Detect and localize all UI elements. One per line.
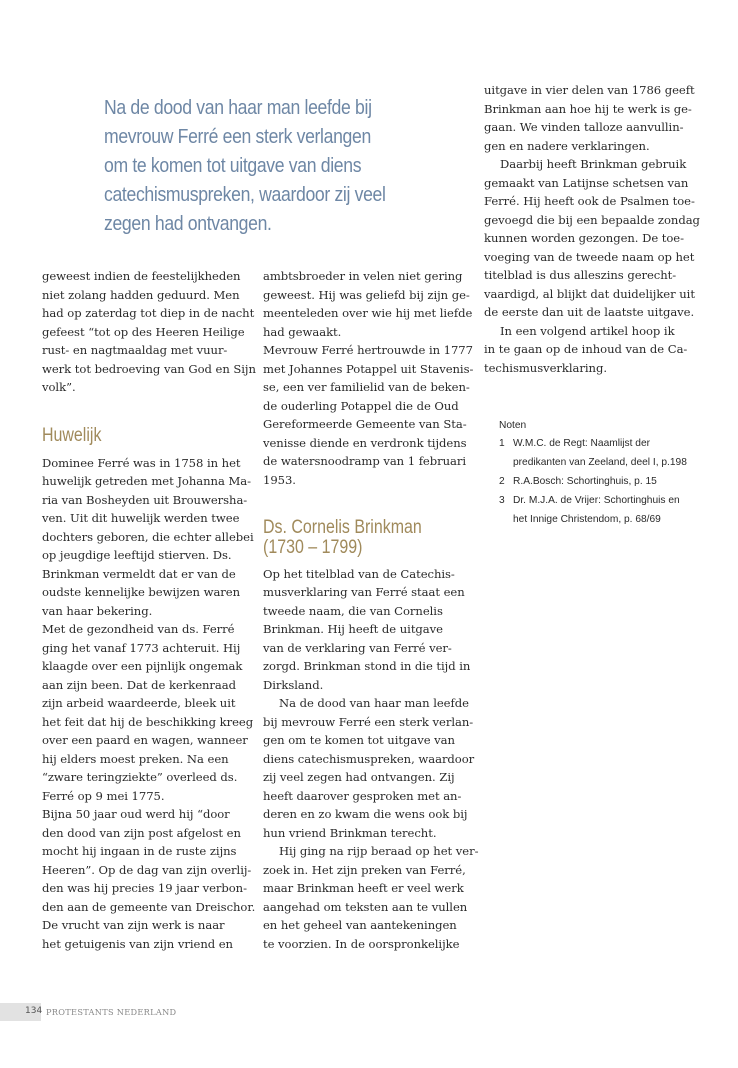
body-line: zoek in. Het zijn preken van Ferré,	[263, 863, 466, 877]
body-line: Daarbij heeft Brinkman gebruik	[500, 157, 687, 171]
body-line: gemaakt van Latijnse schetsen van	[484, 176, 689, 190]
body-line: gevoegd die bij een bepaalde zondag	[484, 213, 700, 227]
body-line: zorgd. Brinkman stond in die tijd in	[263, 659, 471, 673]
body-line: Hij ging na rijp beraad op het ver-	[279, 844, 479, 858]
section-heading-brinkman: Ds. Cornelis Brinkman	[263, 517, 422, 538]
note-text: R.A.Bosch: Schortinghuis, p. 15	[513, 476, 657, 487]
body-line: klaagde over een pijnlijk ongemak	[42, 659, 243, 673]
body-line: de eerste dan uit de laatste uitgave.	[484, 305, 695, 319]
body-line: het feit dat hij de beschikking kreeg	[42, 715, 254, 729]
body-line: Na de dood van haar man leefde	[279, 696, 469, 710]
body-line: Ferré. Hij heeft ook de Psalmen toe-	[484, 194, 695, 208]
body-line: Heeren”. Op de dag van zijn overlij-	[42, 863, 252, 877]
pull-quote	[104, 93, 388, 238]
section-heading-huwelijk: Huwelijk	[42, 425, 102, 446]
publication-title: PROTESTANTS NEDERLAND	[46, 1007, 177, 1017]
body-line: in te gaan op de inhoud van de Ca-	[484, 342, 688, 356]
pull-quote-line: mevrouw Ferré een sterk verlangen	[104, 125, 371, 148]
body-line: zij veel zegen had ontvangen. Zij	[263, 770, 455, 784]
body-line: Dominee Ferré was in 1758 in het	[42, 456, 241, 470]
body-line: Brinkman aan hoe hij te werk is ge-	[484, 102, 692, 116]
body-line: titelblad is dus alleszins gerecht-	[484, 268, 677, 282]
body-line: Met de gezondheid van ds. Ferré	[42, 622, 235, 636]
body-line: den was hij precies 19 jaar verbon-	[42, 881, 247, 895]
body-line: van haar bekering.	[42, 604, 153, 618]
body-line: te voorzien. In de oorspronkelijke	[263, 937, 460, 951]
pull-quote-line: zegen had ontvangen.	[104, 212, 272, 235]
body-line: de watersnoodramp van 1 februari	[263, 454, 467, 468]
body-line: ria van Bosheyden uit Brouwersha-	[42, 493, 248, 507]
body-line: Brinkman vermeldt dat er van de	[42, 567, 236, 581]
body-line: Brinkman. Hij heeft de uitgave	[263, 622, 443, 636]
body-line: dochters geboren, die echter allebei	[42, 530, 254, 544]
body-line: meenteleden over wie hij met liefde	[263, 306, 473, 320]
body-line: voeging van de tweede naam op het	[484, 250, 695, 264]
body-line: Ferré op 9 mei 1775.	[42, 789, 165, 803]
body-line: het getuigenis van zijn vriend en	[42, 937, 233, 951]
page-number: 134	[25, 1006, 43, 1016]
body-line: huwelijk getreden met Johanna Ma-	[42, 474, 252, 488]
body-line: geweest indien de feestelijkheden	[42, 269, 241, 283]
body-line: aan zijn been. Dat de kerkenraad	[42, 678, 237, 692]
note-number: 1	[499, 438, 505, 449]
note-text: Dr. M.J.A. de Vrijer: Schortinghuis en	[513, 495, 680, 506]
body-line: ambtsbroeder in velen niet gering	[263, 269, 463, 283]
body-line: gen om te komen tot uitgave van	[263, 733, 455, 747]
body-line: geweest. Hij was geliefd bij zijn ge-	[263, 288, 470, 302]
note-text: W.M.C. de Regt: Naamlijst der	[513, 438, 651, 449]
body-line: over een paard en wagen, wanneer	[42, 733, 248, 747]
notes-title: Noten	[499, 420, 527, 431]
body-line: de ouderling Potappel die de Oud	[263, 399, 459, 413]
body-line: tweede naam, die van Cornelis	[263, 604, 443, 618]
body-line: volk”.	[42, 380, 76, 394]
body-line: oudste kennelijke bewijzen waren	[42, 585, 241, 599]
body-line: hun vriend Brinkman terecht.	[263, 826, 437, 840]
body-line: heeft daarover gesproken met an-	[263, 789, 462, 803]
body-line: ven. Uit dit huwelijk werden twee	[42, 511, 240, 525]
body-line: rust- en nagtmaaldag met vuur-	[42, 343, 228, 357]
body-line: zijn arbeid waardeerde, bleek uit	[42, 696, 236, 710]
body-line: Dirksland.	[263, 678, 324, 692]
note-number: 3	[499, 495, 505, 506]
body-line: Op het titelblad van de Catechis-	[263, 567, 455, 581]
body-line: bij mevrouw Ferré een sterk verlan-	[263, 715, 474, 729]
body-line: techismusverklaring.	[484, 361, 607, 375]
note-text: het Innige Christendom, p. 68/69	[513, 514, 661, 525]
pull-quote-line: Na de dood van haar man leefde bij	[104, 96, 372, 119]
body-line: met Johannes Potappel uit Stavenis-	[263, 362, 474, 376]
body-line: diens catechismuspreken, waardoor	[263, 752, 475, 766]
body-line: uitgave in vier delen van 1786 geeft	[484, 83, 695, 97]
pull-quote-line: om te komen tot uitgave van diens	[104, 154, 362, 177]
note-text: predikanten van Zeeland, deel I, p.198	[513, 457, 687, 468]
body-line: van de verklaring van Ferré ver-	[263, 641, 452, 655]
body-line: op jeugdige leeftijd stierven. Ds.	[42, 548, 232, 562]
body-line: had op zaterdag tot diep in de nacht	[42, 306, 255, 320]
body-line: maar Brinkman heeft er veel werk	[263, 881, 464, 895]
body-line: ging het vanaf 1773 achteruit. Hij	[42, 641, 241, 655]
notes-list	[499, 434, 719, 534]
body-line: gaan. We vinden talloze aanvullin-	[484, 120, 684, 134]
body-line: De vrucht van zijn werk is naar	[42, 918, 225, 932]
body-line: aangehad om teksten aan te vullen	[263, 900, 468, 914]
body-line: kunnen worden gezongen. De toe-	[484, 231, 684, 245]
body-line: den dood van zijn post afgelost en	[42, 826, 241, 840]
body-line: mocht hij ingaan in de ruste zijns	[42, 844, 237, 858]
body-line: venisse diende en verdronk tijdens	[263, 436, 467, 450]
body-line: musverklaring van Ferré staat een	[263, 585, 465, 599]
body-line: In een volgend artikel hoop ik	[500, 324, 675, 338]
body-line: gen en nadere verklaringen.	[484, 139, 650, 153]
pull-quote-line: catechismuspreken, waardoor zij veel	[104, 183, 386, 206]
body-line: Gereformeerde Gemeente van Sta-	[263, 417, 467, 431]
body-line: Mevrouw Ferré hertrouwde in 1777	[263, 343, 473, 357]
note-number: 2	[499, 476, 505, 487]
body-line: den aan de gemeente van Dreischor.	[42, 900, 256, 914]
section-heading-brinkman-years: (1730 – 1799)	[263, 537, 363, 558]
body-line: 1953.	[263, 473, 296, 487]
body-line: Bijna 50 jaar oud werd hij “door	[42, 807, 230, 821]
body-line: niet zolang hadden geduurd. Men	[42, 288, 240, 302]
body-line: “zware teringziekte” overleed ds.	[42, 770, 238, 784]
body-line: en het geheel van aantekeningen	[263, 918, 457, 932]
body-line: werk tot bedroeving van God en Sijn	[42, 362, 256, 376]
body-line: se, een ver familielid van de beken-	[263, 380, 470, 394]
body-line: deren en zo kwam die wens ook bij	[263, 807, 468, 821]
body-line: gefeest “tot op des Heeren Heilige	[42, 325, 245, 339]
body-line: hij elders moest preken. Na een	[42, 752, 229, 766]
body-line: had gewaakt.	[263, 325, 342, 339]
body-line: vaardigd, al blijkt dat duidelijker uit	[484, 287, 695, 301]
